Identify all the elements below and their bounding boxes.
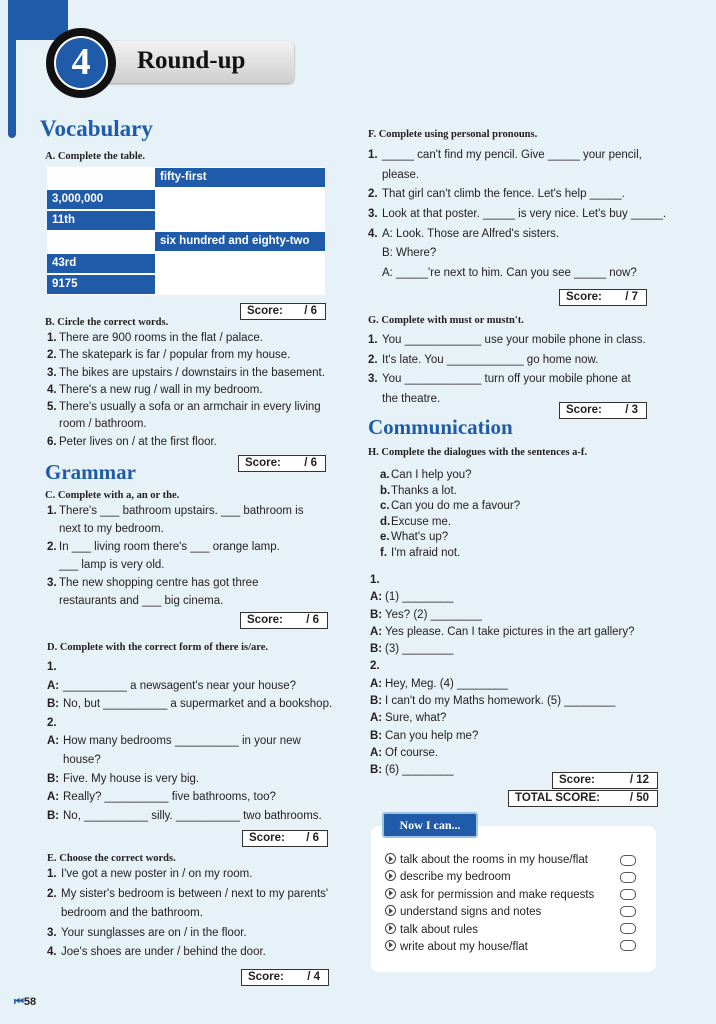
- table-cell: fifty-first: [155, 168, 325, 187]
- list-item: 1. I've got a new poster in / on my room.: [47, 868, 253, 880]
- page-title: Round-up: [137, 47, 246, 74]
- list-item: understand signs and notes: [385, 905, 625, 922]
- score-label: Score:: [245, 457, 281, 469]
- question-f-heading: F. Complete using personal pronouns.: [368, 129, 538, 140]
- question-e-list: [47, 867, 357, 965]
- list-item: 3. The new shopping centre has got three: [47, 577, 259, 589]
- score-value: / 6: [306, 832, 319, 844]
- dialogue-list: [370, 573, 670, 781]
- list-item: describe my bedroom: [385, 870, 625, 887]
- list-item: A: Sure, what?: [370, 712, 447, 725]
- list-item: B: Can you help me?: [370, 729, 479, 742]
- list-item: 3. Look at that poster. _____ is very nice. Let's buy _____.: [368, 208, 667, 221]
- list-item: A: Yes please. Can I take pictures in the art gallery?: [370, 625, 635, 638]
- table-cell: 43rd: [47, 254, 155, 273]
- list-item: A: Hey, Meg. (4) ________: [370, 677, 509, 690]
- score-value: / 3: [625, 404, 638, 416]
- score-box-e: [241, 969, 329, 986]
- play-icon: [385, 905, 396, 916]
- table-cell: 9175: [47, 275, 155, 294]
- play-icon: [385, 870, 396, 881]
- score-box-g: [559, 402, 647, 419]
- score-value: / 12: [629, 774, 649, 786]
- total-score-value: / 50: [629, 792, 649, 804]
- communication-title: Communication: [368, 415, 513, 439]
- list-item: B: No, __________ silly. __________ two bathrooms.: [47, 809, 322, 822]
- list-item: 4. Joe's shoes are under / behind the door.: [47, 946, 266, 958]
- table-cell: six hundred and eighty-two: [155, 232, 325, 251]
- list-item: 1. There's ___ bathroom upstairs. ___ bathroom is: [47, 505, 304, 517]
- now-i-can-title: Now I can...: [399, 818, 461, 832]
- list-item: 1.: [47, 661, 57, 673]
- list-item: room / bathroom.: [59, 418, 147, 431]
- play-icon: [385, 888, 396, 899]
- list-item: 3. Your sunglasses are on / in the floor.: [47, 926, 247, 939]
- list-item: house?: [63, 753, 101, 766]
- list-item: write about my house/flat: [385, 940, 625, 957]
- question-c-heading: C. Complete with a, an or the.: [45, 490, 180, 501]
- list-item: 1. You ____________ use your mobile phone in class.: [368, 334, 646, 346]
- list-item: 2. The skatepark is far / popular from my house.: [47, 349, 291, 362]
- score-label: Score:: [249, 832, 285, 844]
- question-d-list: [47, 660, 357, 827]
- question-h-heading: H. Complete the dialogues with the sentences a-f.: [368, 447, 588, 458]
- list-item: B: (3) ________: [370, 643, 454, 656]
- play-icon: [385, 853, 396, 864]
- list-item: A: How many bedrooms __________ in your new: [47, 735, 301, 748]
- grammar-title: Grammar: [45, 460, 136, 484]
- list-item: B: Where?: [382, 247, 437, 260]
- table-cell: 3,000,000: [47, 190, 155, 209]
- score-label: Score:: [247, 614, 283, 626]
- question-e-heading: E. Choose the correct words.: [47, 853, 176, 864]
- question-d-heading: D. Complete with the correct form of there is/are.: [47, 642, 269, 653]
- list-item: A: (1) ________: [370, 591, 454, 604]
- list-item: 1.: [370, 574, 380, 586]
- score-box-h: [552, 772, 658, 789]
- score-box-a: [240, 303, 326, 320]
- score-label: Score:: [247, 305, 283, 317]
- question-f-list: [368, 148, 668, 286]
- question-g-list: [368, 333, 668, 412]
- list-item: 4. There's a new rug / wall in my bedroom.: [47, 383, 263, 396]
- list-item: a.Can I help you?: [380, 469, 472, 481]
- score-box-d: [242, 830, 328, 847]
- list-item: ___ lamp is very old.: [59, 559, 165, 571]
- list-item: 3. The bikes are upstairs / downstairs in the basement.: [47, 366, 325, 379]
- list-item: A: Of course.: [370, 746, 439, 759]
- score-value: / 6: [304, 457, 317, 469]
- list-item: A: __________ a newsagent's near your house?: [47, 679, 297, 692]
- score-box-c: [240, 612, 328, 629]
- list-item: B: (6) ________: [370, 764, 454, 777]
- page-number: 58: [23, 996, 37, 1008]
- rewind-icon: ⏮: [14, 996, 24, 1008]
- vocab-table: [47, 167, 325, 295]
- score-value: / 7: [625, 291, 638, 303]
- question-b-heading: B. Circle the correct words.: [45, 317, 169, 328]
- list-item: A: Really? __________ five bathrooms, too?: [47, 791, 276, 804]
- list-item: 4. A: Look. Those are Alfred's sisters.: [368, 227, 560, 240]
- checkbox[interactable]: [620, 906, 636, 917]
- list-item: 2. That girl can't climb the fence. Let's help _____.: [368, 188, 625, 201]
- checkbox[interactable]: [620, 872, 636, 883]
- list-item: A: _____'re next to him. Can you see _____ now?: [382, 267, 637, 280]
- list-item: talk about the rooms in my house/flat: [385, 853, 625, 870]
- list-item: 5. There's usually a sofa or an armchair in every living: [47, 401, 321, 414]
- list-item: e.What's up?: [380, 531, 449, 544]
- list-item: 2.: [47, 716, 57, 729]
- checkbox[interactable]: [620, 889, 636, 900]
- vocabulary-title: Vocabulary: [40, 116, 153, 141]
- list-item: 2.: [370, 660, 380, 673]
- checkbox[interactable]: [620, 923, 636, 934]
- header-left-stripe: [8, 30, 16, 138]
- question-b-list: [47, 331, 347, 452]
- question-c-list: [47, 504, 347, 612]
- score-label: Score:: [248, 971, 284, 983]
- score-box-f: [559, 289, 647, 306]
- unit-number: 4: [71, 41, 91, 83]
- list-item: 1. There are 900 rooms in the flat / palace.: [47, 332, 263, 344]
- list-item: B: No, but __________ a supermarket and a bookshop.: [47, 698, 333, 711]
- score-label: Score:: [566, 404, 602, 416]
- options-list: [380, 468, 630, 562]
- total-score-label: TOTAL SCORE:: [515, 792, 600, 804]
- list-item: 2. It's late. You ____________ go home now.: [368, 353, 599, 366]
- list-item: 3. You ____________ turn off your mobile phone at: [368, 373, 631, 386]
- score-label: Score:: [566, 291, 602, 303]
- footer-page-number: [14, 996, 36, 1009]
- list-item: c.Can you do me a favour?: [380, 500, 521, 513]
- score-label: Score:: [559, 774, 595, 786]
- list-item: d.Excuse me.: [380, 515, 452, 528]
- table-cell: 11th: [47, 211, 155, 230]
- checkbox[interactable]: [620, 940, 636, 951]
- question-a-heading: A. Complete the table.: [45, 151, 146, 162]
- question-g-heading: G. Complete with must or mustn't.: [368, 315, 524, 326]
- list-item: talk about rules: [385, 923, 625, 940]
- list-item: the theatre.: [382, 393, 441, 406]
- list-item: f. I'm afraid not.: [380, 546, 461, 559]
- score-value: / 6: [304, 305, 317, 317]
- score-value: / 4: [307, 971, 320, 983]
- now-i-can-list: [385, 853, 625, 957]
- list-item: ask for permission and make requests: [385, 888, 625, 905]
- list-item: B: Five. My house is very big.: [47, 772, 200, 785]
- list-item: next to my bedroom.: [59, 523, 164, 535]
- list-item: 6. Peter lives on / at the first floor.: [47, 435, 217, 448]
- score-value: / 6: [306, 614, 319, 626]
- play-icon: [385, 940, 396, 951]
- total-score-box: [508, 790, 658, 807]
- list-item: B: I can't do my Maths homework. (5) ________: [370, 695, 616, 708]
- list-item: bedroom and the bathroom.: [61, 907, 203, 919]
- list-item: 2. In ___ living room there's ___ orange lamp.: [47, 541, 280, 553]
- list-item: 2. My sister's bedroom is between / next to my parents': [47, 887, 329, 900]
- checkbox[interactable]: [620, 855, 636, 866]
- list-item: b.Thanks a lot.: [380, 484, 457, 497]
- list-item: 1. _____ can't find my pencil. Give _____ your pencil,: [368, 149, 642, 161]
- play-icon: [385, 923, 396, 934]
- list-item: B: Yes? (2) ________: [370, 608, 482, 621]
- list-item: restaurants and ___ big cinema.: [59, 595, 224, 607]
- list-item: please.: [382, 168, 420, 181]
- score-box-b: [238, 455, 326, 472]
